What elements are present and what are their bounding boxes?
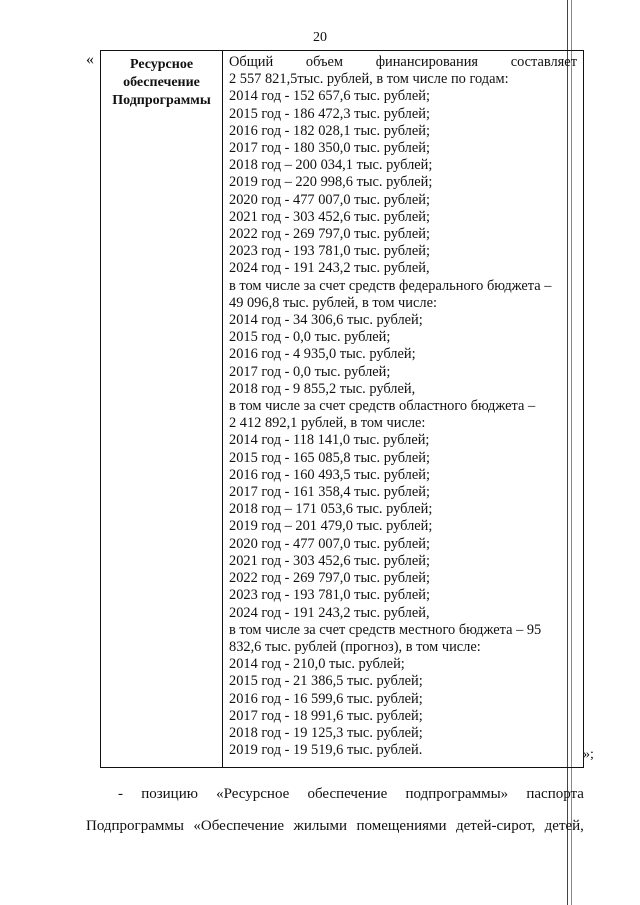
content-line: 2015 год - 21 386,5 тыс. рублей; bbox=[229, 673, 423, 690]
content-line: 2014 год - 34 306,6 тыс. рублей; bbox=[229, 312, 423, 329]
content-line: 2018 год - 19 125,3 тыс. рублей; bbox=[229, 724, 423, 741]
first-line-word: составляет bbox=[510, 54, 577, 70]
content-line: 2017 год - 161 358,4 тыс. рублей; bbox=[229, 484, 430, 501]
table-column-divider bbox=[222, 51, 223, 767]
footer-word: обеспечение bbox=[307, 786, 388, 802]
content-line: 2 412 892,1 рублей, в том числе: bbox=[229, 415, 426, 432]
footer-paragraph-line-2 bbox=[86, 818, 584, 835]
content-line: 2024 год - 191 243,2 тыс. рублей, bbox=[229, 260, 430, 277]
content-line: 2022 год - 269 797,0 тыс. рублей; bbox=[229, 226, 430, 243]
footer-word: позицию bbox=[141, 786, 198, 802]
opening-quote: « bbox=[86, 51, 94, 68]
content-lines bbox=[229, 71, 577, 759]
content-line: 2015 год - 165 085,8 тыс. рублей; bbox=[229, 449, 430, 466]
content-line: 2015 год - 0,0 тыс. рублей; bbox=[229, 329, 391, 346]
closing-quote: »; bbox=[583, 747, 594, 762]
content-line: 2020 год - 477 007,0 тыс. рублей; bbox=[229, 191, 430, 208]
resource-table bbox=[100, 50, 584, 768]
footer-word: детей, bbox=[544, 818, 584, 834]
content-line: 2021 год - 303 452,6 тыс. рублей; bbox=[229, 208, 430, 225]
content-line: 2018 год – 171 053,6 тыс. рублей; bbox=[229, 501, 433, 518]
footer-word: помещениями bbox=[356, 818, 447, 834]
content-line: в том числе за счет средств федерального бюджета – bbox=[229, 277, 552, 294]
content-line: 2020 год - 477 007,0 тыс. рублей; bbox=[229, 535, 430, 552]
footer-word: подпрограммы» bbox=[405, 786, 509, 802]
content-line: 2022 год - 269 797,0 тыс. рублей; bbox=[229, 570, 430, 587]
footer-word: жилыми bbox=[293, 818, 348, 834]
content-line: 2018 год - 9 855,2 тыс. рублей, bbox=[229, 380, 416, 397]
content-line: 2019 год – 220 998,6 тыс. рублей; bbox=[229, 174, 433, 191]
footer-word: «Ресурсное bbox=[216, 786, 290, 802]
footer-word: - bbox=[118, 786, 123, 802]
content-line: 2019 год – 201 479,0 тыс. рублей; bbox=[229, 518, 433, 535]
content-line: 2024 год - 191 243,2 тыс. рублей, bbox=[229, 604, 430, 621]
content-line: 49 096,8 тыс. рублей, в том числе: bbox=[229, 294, 437, 311]
footer-word: «Обеспечение bbox=[193, 818, 285, 834]
content-line: 832,6 тыс. рублей (прогноз), в том числе: bbox=[229, 638, 481, 655]
content-line: 2017 год - 0,0 тыс. рублей; bbox=[229, 363, 391, 380]
content-line: 2023 год - 193 781,0 тыс. рублей; bbox=[229, 587, 430, 604]
content-line: 2016 год - 4 935,0 тыс. рублей; bbox=[229, 346, 416, 363]
content-line: в том числе за счет средств местного бюджета – 95 bbox=[229, 621, 542, 638]
first-line-word: объем bbox=[305, 54, 343, 70]
footer-word: паспорта bbox=[526, 786, 584, 802]
content-line: 2018 год – 200 034,1 тыс. рублей; bbox=[229, 157, 433, 174]
content-line: 2023 год - 193 781,0 тыс. рублей; bbox=[229, 243, 430, 260]
first-line-word: финансирования bbox=[375, 54, 479, 70]
content-line: 2015 год - 186 472,3 тыс. рублей; bbox=[229, 105, 430, 122]
content-line: 2 557 821,5тыс. рублей, в том числе по годам: bbox=[229, 71, 509, 88]
content-line: 2016 год - 16 599,6 тыс. рублей; bbox=[229, 690, 423, 707]
content-line: в том числе за счет средств областного бюджета – bbox=[229, 398, 536, 415]
footer-paragraph-line-1 bbox=[118, 786, 584, 803]
content-line: 2016 год - 160 493,5 тыс. рублей; bbox=[229, 466, 430, 483]
footer-word: детей-сирот, bbox=[456, 818, 536, 834]
content-line: 2016 год - 182 028,1 тыс. рублей; bbox=[229, 122, 430, 139]
footer-word: Подпрограммы bbox=[86, 818, 184, 834]
content-first-line bbox=[229, 54, 577, 71]
content-line: 2014 год - 152 657,6 тыс. рублей; bbox=[229, 88, 430, 105]
content-line: 2017 год - 18 991,6 тыс. рублей; bbox=[229, 707, 423, 724]
first-line-word: Общий bbox=[229, 54, 274, 70]
content-line: 2014 год - 210,0 тыс. рублей; bbox=[229, 656, 405, 673]
content-line: 2019 год - 19 519,6 тыс. рублей. bbox=[229, 742, 423, 759]
table-label-cell: Ресурсное обеспечение Подпрограммы bbox=[112, 57, 211, 108]
content-line: 2017 год - 180 350,0 тыс. рублей; bbox=[229, 140, 430, 157]
page-number: 20 bbox=[313, 30, 327, 45]
content-line: 2014 год - 118 141,0 тыс. рублей; bbox=[229, 432, 430, 449]
table-content-cell bbox=[229, 54, 577, 759]
content-line: 2021 год - 303 452,6 тыс. рублей; bbox=[229, 552, 430, 569]
